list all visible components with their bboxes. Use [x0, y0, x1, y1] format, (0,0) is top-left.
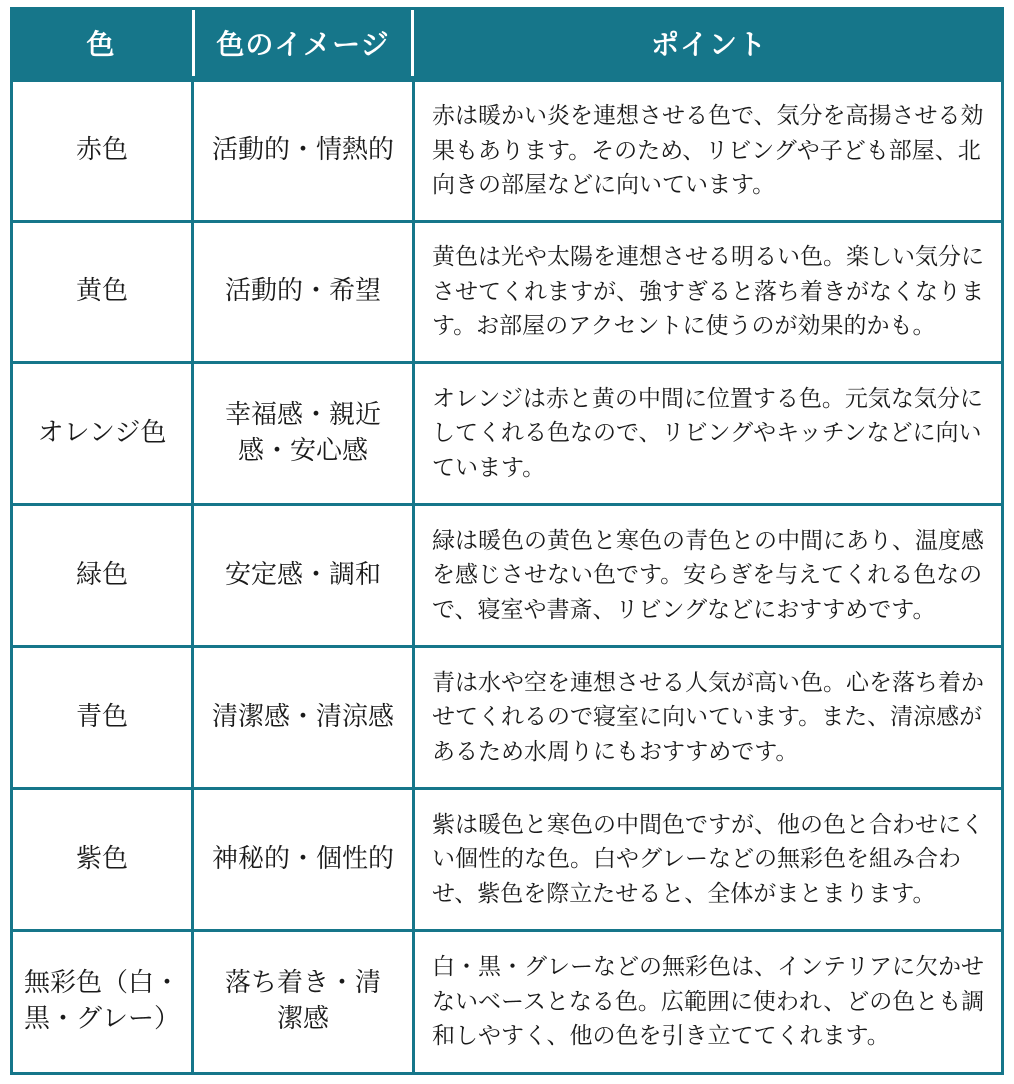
color-image-cell: 神秘的・個性的	[194, 790, 412, 929]
table-row	[13, 364, 1001, 503]
color-image-cell: 活動的・情熱的	[194, 82, 412, 220]
color-name-cell: 青色	[13, 648, 191, 787]
table-row	[13, 506, 1001, 645]
color-name-cell: オレンジ色	[13, 364, 191, 503]
point-cell: 青は水や空を連想させる人気が高い色。心を落ち着かせてくれるので寝室に向いています。また、清涼感があるため水周りにもおすすめです。	[415, 648, 1001, 787]
table-row	[13, 82, 1001, 220]
point-cell: 黄色は光や太陽を連想させる明るい色。楽しい気分にさせてくれますが、強すぎると落ち着きがなくなります。お部屋のアクセントに使うのが効果的かも。	[415, 223, 1001, 361]
point-cell: オレンジは赤と黄の中間に位置する色。元気な気分にしてくれる色なので、リビングやキッチンなどに向いています。	[415, 364, 1001, 503]
point-cell: 紫は暖色と寒色の中間色ですが、他の色と合わせにくい個性的な色。白やグレーなどの無彩色を組み合わせ、紫色を際立たせると、全体がまとまります。	[415, 790, 1001, 929]
point-cell: 赤は暖かい炎を連想させる色で、気分を高揚させる効果もあります。そのため、リビングや子ども部屋、北向きの部屋などに向いています。	[415, 82, 1001, 220]
table-row	[13, 790, 1001, 929]
table-row	[13, 223, 1001, 361]
color-table	[10, 7, 1004, 1075]
color-image-cell: 清潔感・清涼感	[194, 648, 412, 787]
table-header	[10, 7, 1004, 79]
color-image-cell: 活動的・希望	[194, 223, 412, 361]
header-color: 色	[86, 28, 116, 61]
color-name-cell: 赤色	[13, 82, 191, 220]
table-row	[13, 648, 1001, 787]
color-name-cell: 紫色	[13, 790, 191, 929]
header-point: ポイント	[650, 28, 767, 61]
color-image-cell: 幸福感・親近感・安心感	[194, 364, 412, 503]
table-row	[13, 932, 1001, 1072]
header-image: 色のイメージ	[216, 28, 390, 61]
color-name-cell: 無彩色（白・黒・グレー）	[13, 932, 191, 1072]
color-image-cell: 落ち着き・清潔感	[194, 932, 412, 1072]
color-image-cell: 安定感・調和	[194, 506, 412, 645]
point-cell: 緑は暖色の黄色と寒色の青色との中間にあり、温度感を感じさせない色です。安らぎを与えてくれる色なので、寝室や書斎、リビングなどにおすすめです。	[415, 506, 1001, 645]
color-name-cell: 緑色	[13, 506, 191, 645]
color-name-cell: 黄色	[13, 223, 191, 361]
point-cell: 白・黒・グレーなどの無彩色は、インテリアに欠かせないベースとなる色。広範囲に使われ、どの色とも調和しやすく、他の色を引き立ててくれます。	[415, 932, 1001, 1072]
